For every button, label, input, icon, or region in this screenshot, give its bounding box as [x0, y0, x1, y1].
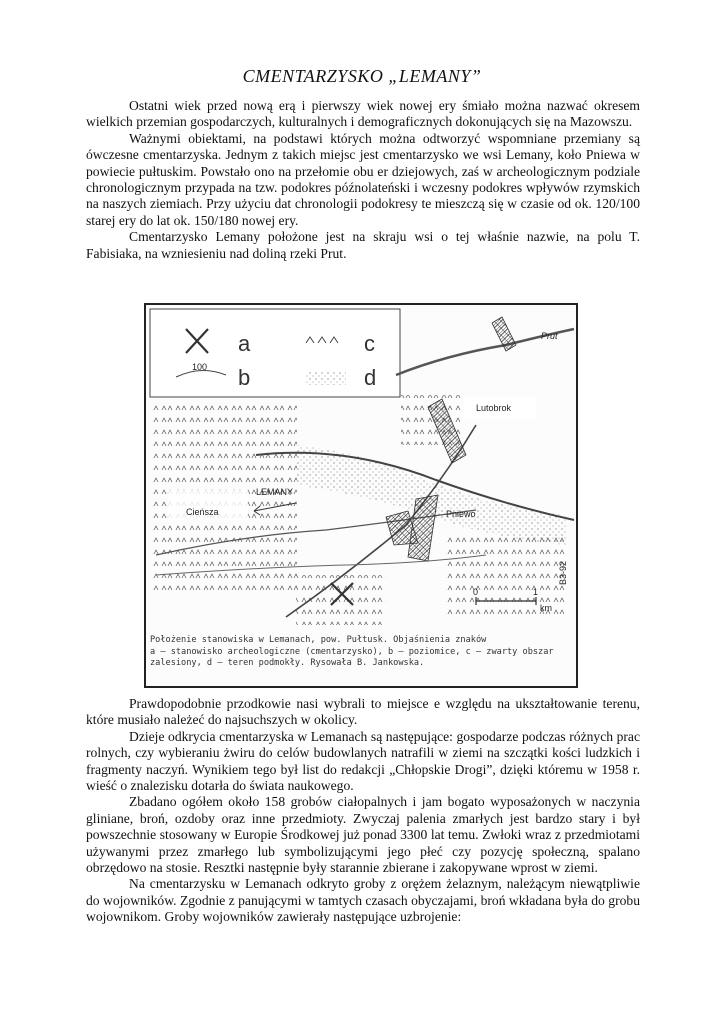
legend-d: d — [364, 365, 377, 390]
caption-line: zalesiony, d — teren podmokły. Rysowała B. Jankowska. — [150, 658, 425, 668]
caption-line: Położenie stanowiska w Lemanach, pow. Pułtusk. Objaśnienia znaków — [150, 635, 487, 645]
text-block-top — [86, 98, 640, 262]
map-legend — [150, 309, 400, 397]
legend-c: c — [364, 331, 375, 356]
caption-line: a — stanowisko archeologiczne (cmentarzysko), b — poziomice, c — zwarty obszar — [150, 646, 554, 657]
label-lemany: LEMANY — [256, 487, 294, 497]
site-map — [146, 305, 576, 635]
label-pniewo: Pniewo — [446, 509, 476, 519]
scale-unit: km — [540, 603, 552, 613]
label-lutobrok: Lutobrok — [476, 403, 512, 413]
text-block-bottom — [86, 696, 640, 926]
paragraph: Zbadano ogółem około 158 grobów ciałopalnych i jam bogato wyposażonych w naczynia gliniane, broń, ozdoby oraz inne przedmioty. Zwyczaj palenia zmarłych jest bardzo stary i był powszechnie stosowany w Europie Środkowej już ponad 3300 lat temu. Zwłoki wraz z przedmiotami używanymi przez zmarłego lub symbolizującymi jego płeć czy pozycję społeczną, spalano obrzędowo na stosie. Resztki następnie były starannie zbierane i zakopywane wprost w ziemi. — [86, 794, 640, 876]
legend-wetland-symbol — [306, 371, 346, 385]
scale-1: 1 — [533, 587, 539, 597]
scale-0: 0 — [473, 587, 479, 597]
page-title: CMENTARZYSKO „LEMANY” — [242, 66, 482, 86]
map-caption — [150, 635, 574, 670]
paragraph: Na cmentarzysku w Lemanach odkryto groby z orężem żelaznym, należącym niewątpliwie do wojowników. Zgodnie z panującymi w tamtych czasach obyczajami, broń wkładana była do grobu wojownikom. Groby wojowników zawierały następujące uzbrojenie: — [86, 876, 640, 925]
legend-a: a — [238, 331, 251, 356]
label-ciensza: Cieńsza — [186, 507, 219, 517]
river-label: Prut — [541, 331, 558, 341]
paragraph: Prawdopodobnie przodkowie nasi wybrali to miejsce e względu na ukształtowanie terenu, które musiało należeć do najsuchszych w okolicy. — [86, 696, 640, 728]
paragraph: Ważnymi obiektami, na podstawi których można odtworzyć wspomniane przemiany są ówczesne cmentarzyska. Jednym z takich miejsc jest cmentarzysko we wsi Lemany, koło Pniewa w powiecie pułtuskim. Powstało ono na przełomie obu er dziejowych, zaś w archeologicznym podziale chronologicznym przypada na tzw. podokres późnolateński i wczesny podokres wpływów rzymskich na naszych ziemiach. Przy użyciu dat chronologii podokresy te mieszczą się w czasie od ok. 120/100 starej ery do lat ok. 150/180 nowej ery. — [86, 130, 640, 228]
paragraph: Cmentarzysko Lemany położone jest na skraju wsi o tej właśnie nazwie, na polu T. Fabisiaka, na wzniesieniu nad doliną rzeki Prut. — [86, 229, 640, 261]
paragraph: Dzieje odkrycia cmentarzyska w Lemanach są następujące: gospodarze podczas różnych prac rolnych, czy wybieraniu żwiru do celów budowlanych natrafili w ziemi na szczątki kości ludzkich i fragmenty naczyń. Wynikiem tego był list do redakcji „Chłopskie Drogi”, dzięki któremu w 1958 r. wieść o znalezisku dotarła do świata naukowego. — [86, 728, 640, 794]
legend-b: b — [238, 365, 251, 390]
paragraph: Ostatni wiek przed nową erą i pierwszy wiek nowej ery śmiało można nazwać okresem wielkich przemian gospodarczych, kulturalnych i demograficznych dokonujących się na Mazowszu. — [86, 98, 640, 130]
legend-contour-label: 100 — [192, 362, 208, 372]
map-code: B3-92 — [558, 560, 568, 585]
site-map-figure — [144, 303, 578, 688]
